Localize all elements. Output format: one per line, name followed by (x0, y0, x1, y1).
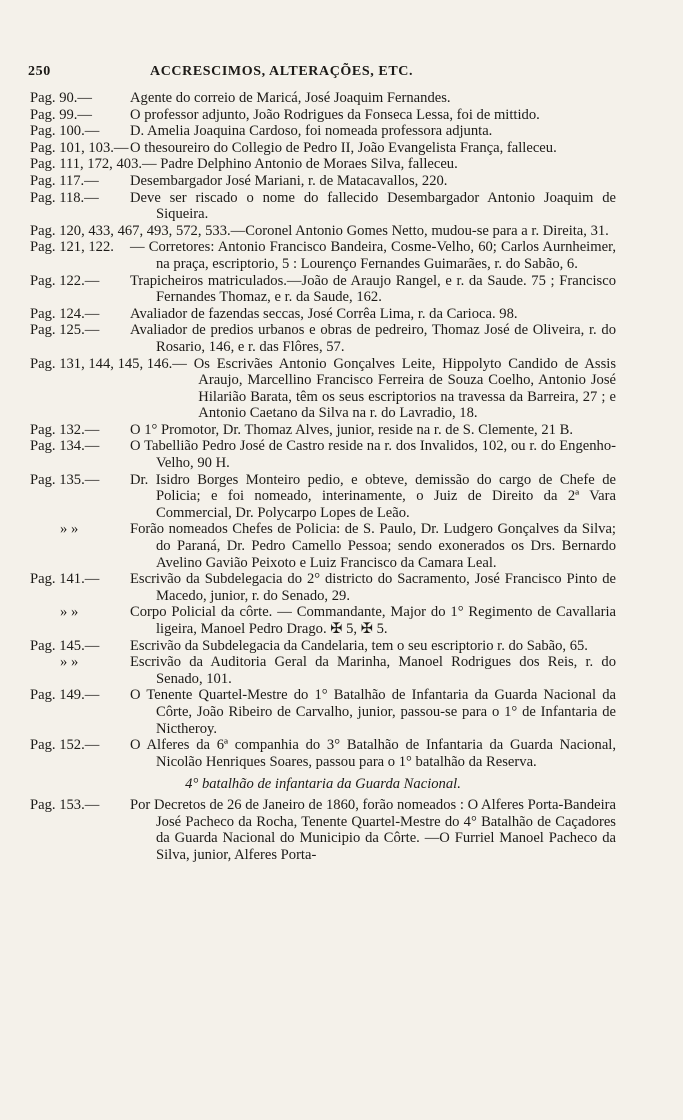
entry-text: Trapicheiros matriculados.—João de Araujo Rangel, e r. da Saude. 75 ; Francisco Fernandes Thomaz, e r. da Saude, 162. (130, 272, 616, 306)
list-item (30, 306, 616, 323)
entry-list (30, 90, 616, 863)
list-item (30, 604, 616, 637)
running-title: ACCRESCIMOS, ALTERAÇÕES, ETC. (150, 64, 414, 79)
entry-text: Desembargador José Mariani, r. de Matacavallos, 220. (130, 172, 448, 189)
entry-text: Forão nomeados Chefes de Policia: de S. Paulo, Dr. Ludgero Gonçalves da Silva; do Paraná, Dr. Pedro Camello Pessoa; sendo exonerados os Drs. Bernardo Avelino Gavião Peixoto e Luiz Francisco da Camara Leal. (130, 521, 616, 571)
entry-text: O 1° Promotor, Dr. Thomaz Alves, junior, reside na r. de S. Clemente, 21 B. (130, 421, 573, 438)
page-reference: Pag. 122.— (30, 272, 100, 289)
entry-text: O thesoureiro do Collegio de Pedro II, João Evangelista França, falleceu. (130, 139, 557, 156)
list-item (30, 223, 616, 240)
list-item (30, 521, 616, 571)
page-reference: Pag. 152.— (30, 737, 100, 754)
entry-text: O Alferes da 6ª companhia do 3° Batalhão de Infantaria da Guarda Nacional, Nicolão Henriques Soares, passou para o 1° batalhão da Reserva. (130, 737, 616, 770)
page-reference: Pag. 153.— (30, 796, 100, 813)
page-reference: Pag. 117.— (30, 172, 99, 189)
entry-text: — Os Escrivães Antonio Gonçalves Leite, Hippolyto Candido de Assis Araujo, Marcellino Francisco Ferreira de Souza Coelho, Antonio José Hilarião Barata, têm os seus escriptorios na travessa da Barreira, 27 ; e Antonio Caetano da Silva na r. do Lavradio, 18. (172, 355, 616, 422)
entry-text: Dr. Isidro Borges Monteiro pedio, e obteve, demissão do cargo de Chefe de Policia; e foi nomeado, interinamente, o Juiz de Direito da 2ª Vara Commercial, Dr. Polycarpo Lopes de Leão. (130, 471, 616, 521)
entry-text: Corpo Policial da côrte. — Commandante, Major do 1° Regimento de Cavallaria ligeira, Manoel Pedro Drago. ✠ 5, ✠ 5. (130, 604, 616, 637)
list-item (30, 687, 616, 737)
page-reference: » » (60, 654, 79, 671)
section-title: 4° batalhão de infantaria da Guarda Nacional. (185, 776, 461, 793)
page-reference: Pag. 99.— (30, 106, 93, 123)
page-reference: Pag. 111, 172, 403. (30, 156, 143, 173)
entry-text: Escrivão da Auditoria Geral da Marinha, Manoel Rodrigues dos Reis, r. do Senado, 101. (130, 654, 616, 687)
list-item (30, 638, 616, 655)
entry-text: Escrivão da Subdelegacia da Candelaria, tem o seu escriptorio r. do Sabão, 65. (130, 637, 588, 654)
page-reference: Pag. 149.— (30, 687, 100, 704)
page-number: 250 (28, 64, 51, 79)
entry-text: Avaliador de fazendas seccas, José Corrêa Lima, r. da Carioca. 98. (130, 305, 518, 322)
page-reference: Pag. 131, 144, 145, 146. (30, 355, 173, 372)
page-reference: Pag. 120, 433, 467, 493, 572, 533. (30, 222, 231, 239)
list-item (30, 156, 616, 173)
page-reference: » » (60, 521, 79, 538)
entry-text: — Padre Delphino Antonio de Moraes Silva, falleceu. (142, 156, 458, 173)
entry-text: Avaliador de predios urbanos e obras de pedreiro, Thomaz José de Oliveira, r. do Rosario, 146, e r. das Flôres, 57. (130, 322, 616, 355)
list-item (30, 737, 616, 770)
entry-text: O professor adjunto, João Rodrigues da Fonseca Lessa, foi de mittido. (130, 106, 540, 123)
page-reference: Pag. 124.— (30, 305, 100, 322)
list-item (30, 571, 616, 604)
entry-text: O Tenente Quartel-Mestre do 1° Batalhão de Infantaria da Guarda Nacional da Côrte, João Ribeiro de Carvalho, junior, passou-se para o 1° de Infantaria de Nictheroy. (130, 687, 616, 737)
list-item (30, 322, 616, 355)
page-reference: Pag. 134.— (30, 438, 100, 455)
list-item (30, 654, 616, 687)
list-item (30, 239, 616, 272)
entry-text: Por Decretos de 26 de Janeiro de 1860, forão nomeados : O Alferes Porta-Bandeira José Pacheco da Rocha, Tenente Quartel-Mestre do 4° Batalhão de Caçadores da Guarda Nacional do Municipio da Côrte. —O Furriel Manoel Pacheco da Silva, junior, Alferes Porta- (130, 796, 616, 863)
page-reference: Pag. 145.— (30, 637, 100, 654)
list-item (30, 173, 616, 190)
page-reference: Pag. 118.— (30, 189, 99, 206)
list-item (30, 190, 616, 223)
list-item (30, 472, 616, 522)
page-reference: Pag. 135.— (30, 471, 100, 488)
list-item (30, 797, 616, 863)
page-reference: Pag. 125.— (30, 322, 100, 339)
page-reference: Pag. 132.— (30, 421, 100, 438)
page-reference: Pag. 100.— (30, 123, 100, 140)
list-item (30, 422, 616, 439)
entry-text: Escrivão da Subdelegacia do 2° districto do Sacramento, José Francisco Pinto de Macedo, junior, r. do Senado, 29. (130, 571, 616, 604)
entry-text: Deve ser riscado o nome do fallecido Desembargador Antonio Joaquim de Siqueira. (130, 189, 616, 223)
page-reference: Pag. 101, 103.— (30, 139, 129, 156)
list-item (30, 438, 616, 471)
list-item (30, 140, 616, 157)
page-reference: Pag. 121, 122. (30, 239, 114, 256)
entry-text: — Corretores: Antonio Francisco Bandeira, Cosme-Velho, 60; Carlos Aurnheimer, na praça, escriptorio, 5 : Lourenço Fernandes Guimarães, r. do Sabão, 6. (130, 239, 616, 272)
list-item (30, 273, 616, 306)
list-item (30, 356, 616, 422)
entry-text: O Tabellião Pedro José de Castro reside na r. dos Invalidos, 102, ou r. do Engenho-Velho, 90 H. (130, 438, 616, 472)
list-item (30, 123, 616, 140)
entry-text: —Coronel Antonio Gomes Netto, mudou-se para a r. Direita, 31. (230, 222, 609, 239)
page-reference: Pag. 90.— (30, 90, 93, 106)
entry-text: Agente do correio de Maricá, José Joaquim Fernandes. (130, 90, 451, 106)
entry-text: D. Amelia Joaquina Cardoso, foi nomeada professora adjunta. (130, 123, 493, 140)
page-reference: » » (60, 604, 79, 621)
list-item (30, 90, 616, 107)
page-reference: Pag. 141.— (30, 571, 100, 588)
list-item (30, 107, 616, 124)
